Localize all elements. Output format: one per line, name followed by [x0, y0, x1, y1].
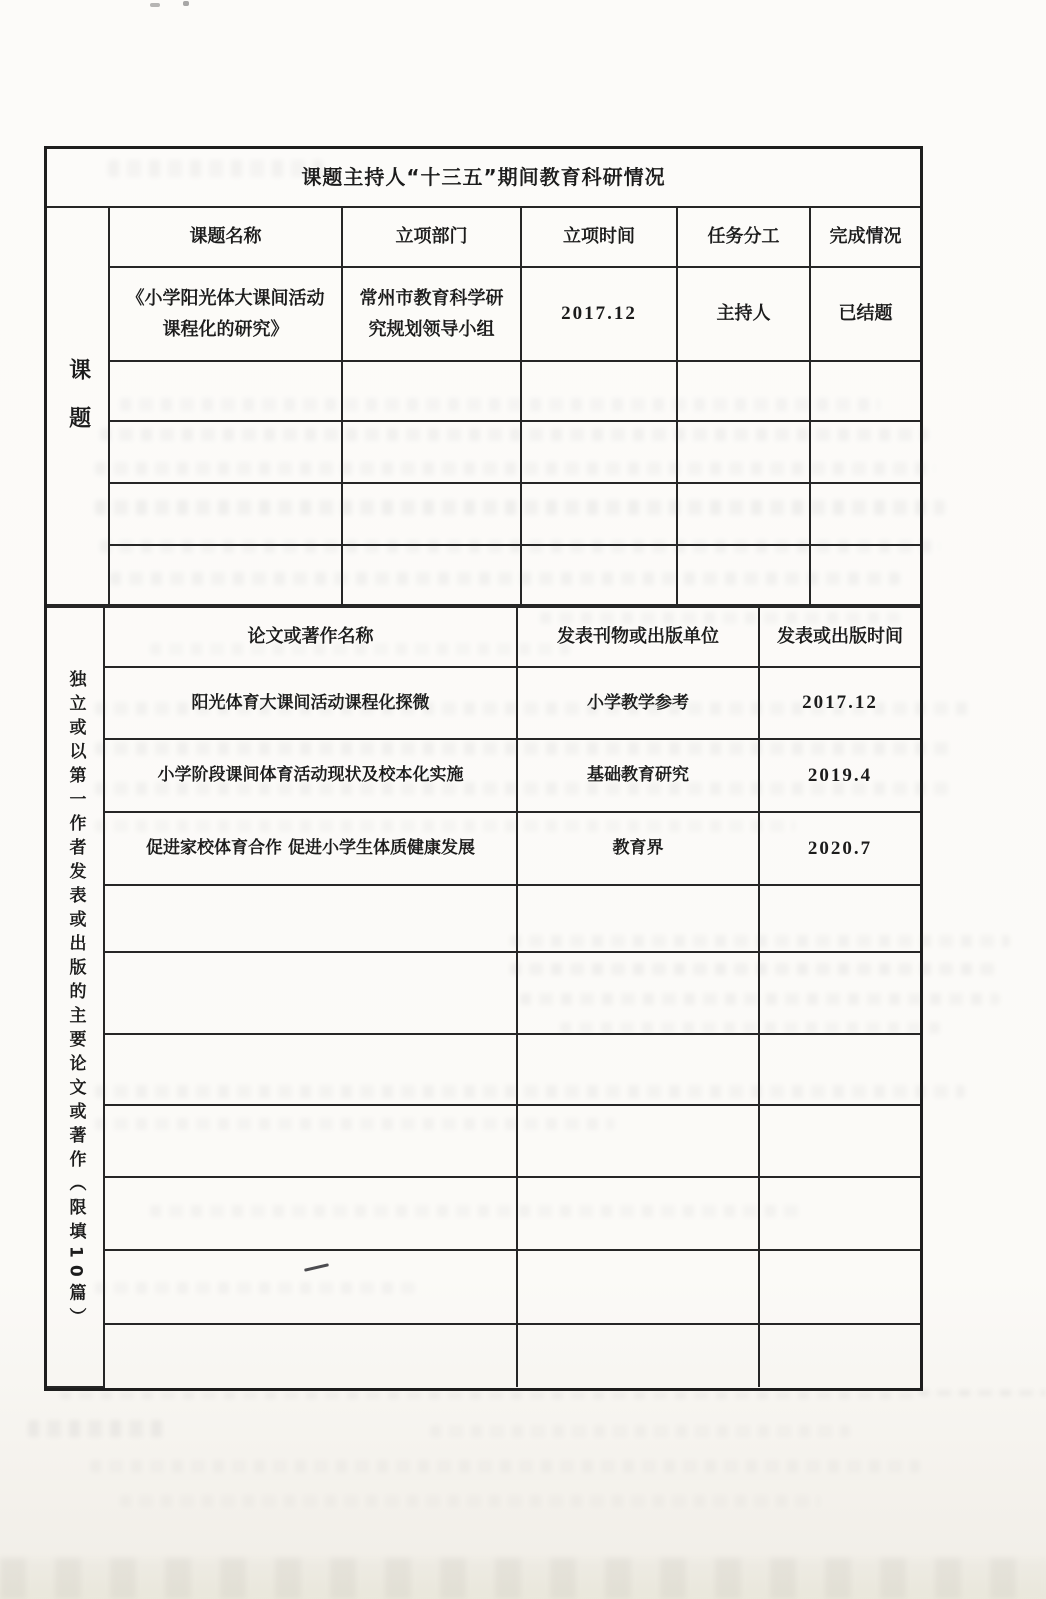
- empty-cell: [517, 1324, 759, 1387]
- empty-publication-row: [47, 1105, 920, 1177]
- bleedthrough-smudge: [60, 1392, 920, 1399]
- empty-cell: [104, 1324, 517, 1387]
- empty-cell: [109, 421, 342, 483]
- approval-date-cell: 2017.12: [521, 267, 677, 361]
- empty-publication-row: [47, 1177, 920, 1250]
- empty-cell: [759, 1250, 920, 1324]
- scan-speck: [150, 3, 160, 7]
- role-cell: 主持人: [677, 267, 810, 361]
- empty-cell: [109, 361, 342, 421]
- form-title: 课题主持人“十三五”期间教育科研情况: [47, 149, 920, 207]
- empty-cell: [677, 421, 810, 483]
- publication-date-cell: 2017.12: [759, 667, 920, 739]
- publication-date-cell: 2019.4: [759, 739, 920, 812]
- empty-cell: [104, 1250, 517, 1324]
- empty-publication-row: [47, 1324, 920, 1387]
- bleedthrough-smudge: [120, 1495, 820, 1507]
- empty-publication-row: [47, 1034, 920, 1105]
- empty-project-row: [47, 483, 920, 545]
- empty-publication-row: [47, 1250, 920, 1324]
- empty-cell: [521, 545, 677, 605]
- header-role: 任务分工: [677, 207, 810, 267]
- empty-cell: [104, 1105, 517, 1177]
- empty-project-row: [47, 361, 920, 421]
- publisher-cell: 基础教育研究: [517, 739, 759, 812]
- empty-cell: [759, 952, 920, 1034]
- empty-cell: [759, 885, 920, 952]
- empty-cell: [342, 483, 521, 545]
- empty-cell: [521, 421, 677, 483]
- empty-cell: [109, 545, 342, 605]
- scan-noise-band: [0, 1558, 1046, 1599]
- header-status: 完成情况: [810, 207, 920, 267]
- publication-row: [47, 667, 920, 739]
- scan-speck: [183, 1, 189, 6]
- header-approval-date: 立项时间: [521, 207, 677, 267]
- publication-title-cell: 促进家校体育合作 促进小学生体质健康发展: [104, 812, 517, 885]
- project-table: [47, 149, 920, 606]
- empty-publication-row: [47, 952, 920, 1034]
- bleedthrough-smudge: [430, 1425, 850, 1437]
- empty-cell: [759, 1324, 920, 1387]
- header-publication-title: 论文或著作名称: [104, 607, 517, 667]
- publication-title-cell: 小学阶段课间体育活动现状及校本化实施: [104, 739, 517, 812]
- empty-cell: [759, 1034, 920, 1105]
- publication-row: [47, 812, 920, 885]
- form-table: [44, 146, 923, 1391]
- header-publisher: 发表刊物或出版单位: [517, 607, 759, 667]
- empty-project-row: [47, 545, 920, 605]
- empty-cell: [342, 545, 521, 605]
- empty-cell: [517, 952, 759, 1034]
- empty-cell: [677, 483, 810, 545]
- publisher-cell: 小学教学参考: [517, 667, 759, 739]
- empty-project-row: [47, 421, 920, 483]
- empty-cell: [517, 885, 759, 952]
- empty-cell: [677, 545, 810, 605]
- empty-cell: [517, 1177, 759, 1250]
- empty-cell: [521, 361, 677, 421]
- empty-cell: [677, 361, 810, 421]
- bleedthrough-smudge: [918, 1390, 1046, 1396]
- bleedthrough-smudge: [28, 1420, 168, 1437]
- empty-cell: [104, 1177, 517, 1250]
- empty-publication-row: [47, 885, 920, 952]
- empty-cell: [810, 361, 920, 421]
- publication-row: [47, 739, 920, 812]
- empty-cell: [342, 421, 521, 483]
- empty-cell: [104, 952, 517, 1034]
- project-side-label: 课题: [47, 207, 109, 605]
- bleedthrough-smudge: [90, 1460, 920, 1473]
- header-department: 立项部门: [342, 207, 521, 267]
- empty-cell: [342, 361, 521, 421]
- empty-cell: [810, 421, 920, 483]
- empty-cell: [759, 1105, 920, 1177]
- empty-cell: [521, 483, 677, 545]
- publisher-cell: 教育界: [517, 812, 759, 885]
- empty-cell: [517, 1250, 759, 1324]
- publication-date-cell: 2020.7: [759, 812, 920, 885]
- header-project-name: 课题名称: [109, 207, 342, 267]
- empty-cell: [104, 1034, 517, 1105]
- department-cell: 常州市教育科学研究规划领导小组: [342, 267, 521, 361]
- status-cell: 已结题: [810, 267, 920, 361]
- empty-cell: [109, 483, 342, 545]
- project-name-cell: 《小学阳光体大课间活动课程化的研究》: [109, 267, 342, 361]
- project-row: [47, 267, 920, 361]
- empty-cell: [810, 545, 920, 605]
- empty-cell: [104, 885, 517, 952]
- empty-cell: [810, 483, 920, 545]
- publication-table: [47, 606, 920, 1388]
- header-publication-date: 发表或出版时间: [759, 607, 920, 667]
- empty-cell: [517, 1105, 759, 1177]
- publication-title-cell: 阳光体育大课间活动课程化探微: [104, 667, 517, 739]
- empty-cell: [517, 1034, 759, 1105]
- empty-cell: [759, 1177, 920, 1250]
- publication-side-label: 独立或以第一作者发表或出版的主要论文或著作（限填10篇）: [47, 607, 104, 1387]
